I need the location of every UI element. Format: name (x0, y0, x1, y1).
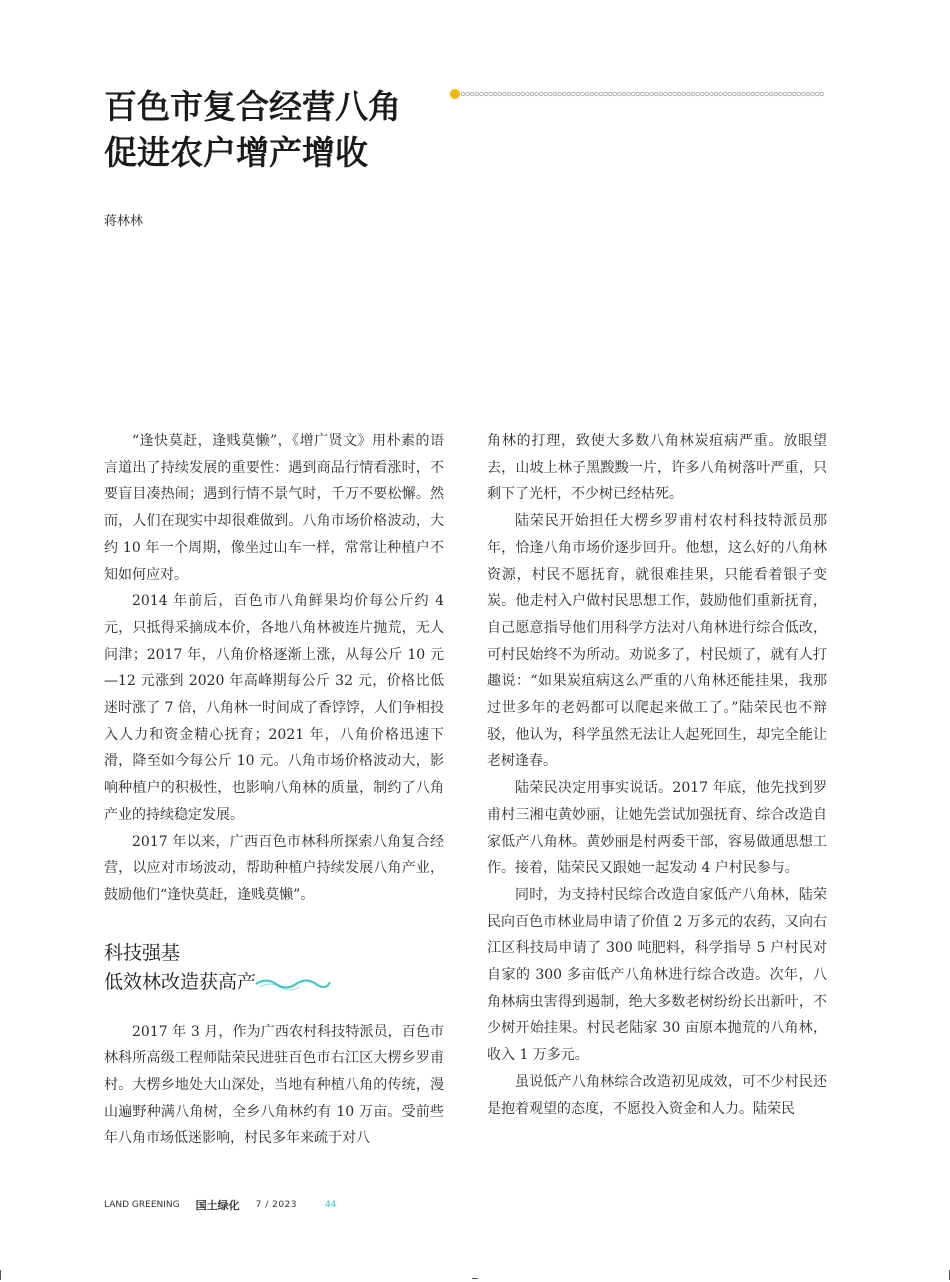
ornament-ring (631, 92, 635, 96)
crop-mark (472, 1278, 478, 1279)
ornament-ring (553, 92, 557, 96)
ornament-ring (627, 92, 631, 96)
ornament-ring (590, 92, 594, 96)
ornament-ring (585, 92, 589, 96)
ornament-ring (567, 92, 571, 96)
ornament-ring (659, 92, 663, 96)
body-paragraph: 陆荣民开始担任大楞乡罗甫村农村科技特派员那年，恰逢八角市场价逐步回升。他想，这么好的八角林资源，村民不愿抚育，就很难挂果，只能看着银子变炭。他走村入户做村民思想工作，鼓励他们重新抚育，自己愿意指导他们用科学方法对八角林进行综合低改，可村民始终不为所动。劝说多了，村民烦了，就有人打趣说：“如果炭疽病这么严重的八角林还能挂果，我那过世多年的老妈都可以爬起来做工了。”陆荣民也不辩驳，他认为，科学虽然无法让人起死回生，却完全能让老树逢春。 (487, 513, 827, 770)
magazine-logo: 国土绿化 (195, 1199, 240, 1212)
body-paragraph: 陆荣民决定用事实说话。2017 年底，他先找到罗甫村三湘屯黄妙丽，让她先尝试加强抚育、综合改造自家低产八角林。黄妙丽是村两委干部，容易做通思想工作。接着，陆荣民又跟她一起发动 4 户村民参与。 (487, 780, 827, 877)
ornament-ring (733, 92, 737, 96)
left-column (104, 428, 444, 1152)
wave-underline-ornament (254, 977, 332, 991)
ornament-ring (751, 92, 755, 96)
ornament-ring (484, 92, 488, 96)
crop-mark (0, 1270, 1, 1280)
ornament-ring (613, 92, 617, 96)
ornament-ring (668, 92, 672, 96)
ornament-ring (820, 92, 824, 96)
ornament-ring (516, 92, 520, 96)
ornament-ring (682, 92, 686, 96)
ornament-ring (526, 92, 530, 96)
ornament-ring (774, 92, 778, 96)
ornament-ring (539, 92, 543, 96)
ornament-ring (779, 92, 783, 96)
ornament-ring (769, 92, 773, 96)
ornament-ring (489, 92, 493, 96)
ornament-ring (475, 92, 479, 96)
ornament-ring (691, 92, 695, 96)
ornament-ring (493, 92, 497, 96)
ornament-ring (576, 92, 580, 96)
ornament-ring (608, 92, 612, 96)
ornament-ring (705, 92, 709, 96)
ornament-ring (700, 92, 704, 96)
ornament-ring (645, 92, 649, 96)
body-paragraph: 同时，为支持村民综合改造自家低产八角林，陆荣民向百色市林业局申请了价值 2 万多元的农药，又向右江区科技局申请了 300 吨肥料，科学指导 5 户村民对自家的 300 多亩低产八角林进行综合改造。次年，八角林病虫害得到遏制，绝大多数老树纷纷长出新叶，不少树开始挂果。村民老陆家 30 亩原本抛荒的八角林，收入 1 万多元。 (487, 886, 827, 1064)
ornament-ring (792, 92, 796, 96)
ornament-ring (461, 92, 465, 96)
ornament-ring (544, 92, 548, 96)
ornament-ring (742, 92, 746, 96)
ornament-ring (737, 92, 741, 96)
ornament-ring (636, 92, 640, 96)
ornament-ring (723, 92, 727, 96)
ornament-ring (783, 92, 787, 96)
ornament-ring (622, 92, 626, 96)
title-line-2: 促进农户增产增收 (104, 133, 368, 172)
right-column (487, 428, 827, 1122)
ornament-ring (641, 92, 645, 96)
ornament-ring (618, 92, 622, 96)
ornament-ring (530, 92, 534, 96)
ornament-ring (521, 92, 525, 96)
title-line-1: 百色市复合经营八角 (104, 87, 401, 126)
issue-number: 7 / 2023 (255, 1200, 297, 1210)
ornament-ring (710, 92, 714, 96)
body-paragraph: 2017 年 3 月，作为广西农村科技特派员，百色市林科所高级工程师陆荣民进驻百色市右江区大楞乡罗甫村。大楞乡地处大山深处，当地有种植八角的传统，漫山遍野种满八角树，全乡八角林约有 10 万亩。受前些年八角市场低迷影响，村民多年来疏于对八 (104, 1023, 444, 1147)
ornament-ring (802, 92, 806, 96)
ornament-ring (815, 92, 819, 96)
ornament-ring (599, 92, 603, 96)
ornament-ring (806, 92, 810, 96)
ornament-ring (507, 92, 511, 96)
dotted-line-ornament (450, 88, 826, 100)
ornament-ring (604, 92, 608, 96)
body-paragraph: 2014 年前后，百色市八角鲜果均价每公斤约 4 元，只抵得采摘成本价，各地八角林被连片抛荒，无人问津；2017 年，八角价格逐渐上涨，从每公斤 10 元—12 元涨到 2020 年高峰期每公斤 32 元，价格比低迷时涨了 7 倍，八角林一时间成了香饽饽，人们争相投入人力和资金精心抚育；2021 年，八角价格迅速下滑，降至如今每公斤 10 元。八角市场价格波动大，影响种植户的积极性，也影响八角林的质量，制约了八角产业的持续稳定发展。 (104, 593, 444, 823)
ornament-ring (728, 92, 732, 96)
ornament-ring (558, 92, 562, 96)
ornament-ring (562, 92, 566, 96)
ornament-ring (512, 92, 516, 96)
ornament-ring (595, 92, 599, 96)
section-heading-line-2: 低效林改造获高产 (104, 970, 257, 993)
section-heading (104, 939, 444, 997)
ornament-ring (673, 92, 677, 96)
ornament-ring (788, 92, 792, 96)
ornament-ring (498, 92, 502, 96)
ornament-ring (696, 92, 700, 96)
ornament-ring (581, 92, 585, 96)
ornament-ring (480, 92, 484, 96)
body-paragraph: 虽说低产八角林综合改造初见成效，可不少村民还是抱着观望的态度，不愿投入资金和人力。陆荣民 (487, 1073, 827, 1117)
author-name: 蒋林林 (104, 214, 144, 229)
ornament-ring (811, 92, 815, 96)
ornament-ring (664, 92, 668, 96)
ornament-ring (466, 92, 470, 96)
ornament-ring (470, 92, 474, 96)
journal-name: LAND GREENING (104, 1200, 180, 1210)
ornament-ring (746, 92, 750, 96)
ornament-ring (549, 92, 553, 96)
ornament-ring (677, 92, 681, 96)
body-paragraph: “逢快莫赶，逢贱莫懒”，《增广贤文》用朴素的语言道出了持续发展的重要性：遇到商品行情看涨时，不要盲目凑热闹；遇到行情不景气时，千万不要松懈。然而，人们在现实中却很难做到。八角市场价格波动，大约 10 年一个周期，像坐过山车一样，常常让种植户不知如何应对。 (104, 433, 444, 583)
ornament-ring (765, 92, 769, 96)
page-number: 44 (325, 1200, 337, 1210)
ornament-ring (535, 92, 539, 96)
section-heading-line-1: 科技强基 (104, 941, 181, 964)
body-paragraph-continued: 角林的打理，致使大多数八角林炭疽病严重。放眼望去，山坡上林子黑黢黢一片，许多八角树落叶严重，只剩下了光杆，不少树已经枯死。 (487, 433, 827, 503)
ornament-ring (719, 92, 723, 96)
ornament-dot (450, 89, 460, 99)
ornament-ring (756, 92, 760, 96)
article-title (104, 84, 444, 176)
ornament-ring (650, 92, 654, 96)
ornament-ring (572, 92, 576, 96)
ornament-ring (797, 92, 801, 96)
ornament-ring (760, 92, 764, 96)
ornament-ring (503, 92, 507, 96)
ornament-ring (687, 92, 691, 96)
ornament-ring (714, 92, 718, 96)
ornament-ring (654, 92, 658, 96)
body-paragraph: 2017 年以来，广西百色市林科所探索八角复合经营，以应对市场波动，帮助种植户持续发展八角产业，鼓励他们“逢快莫赶，逢贱莫懒”。 (104, 833, 444, 903)
ornament-ring-row (461, 92, 823, 96)
page-footer (104, 1198, 336, 1212)
